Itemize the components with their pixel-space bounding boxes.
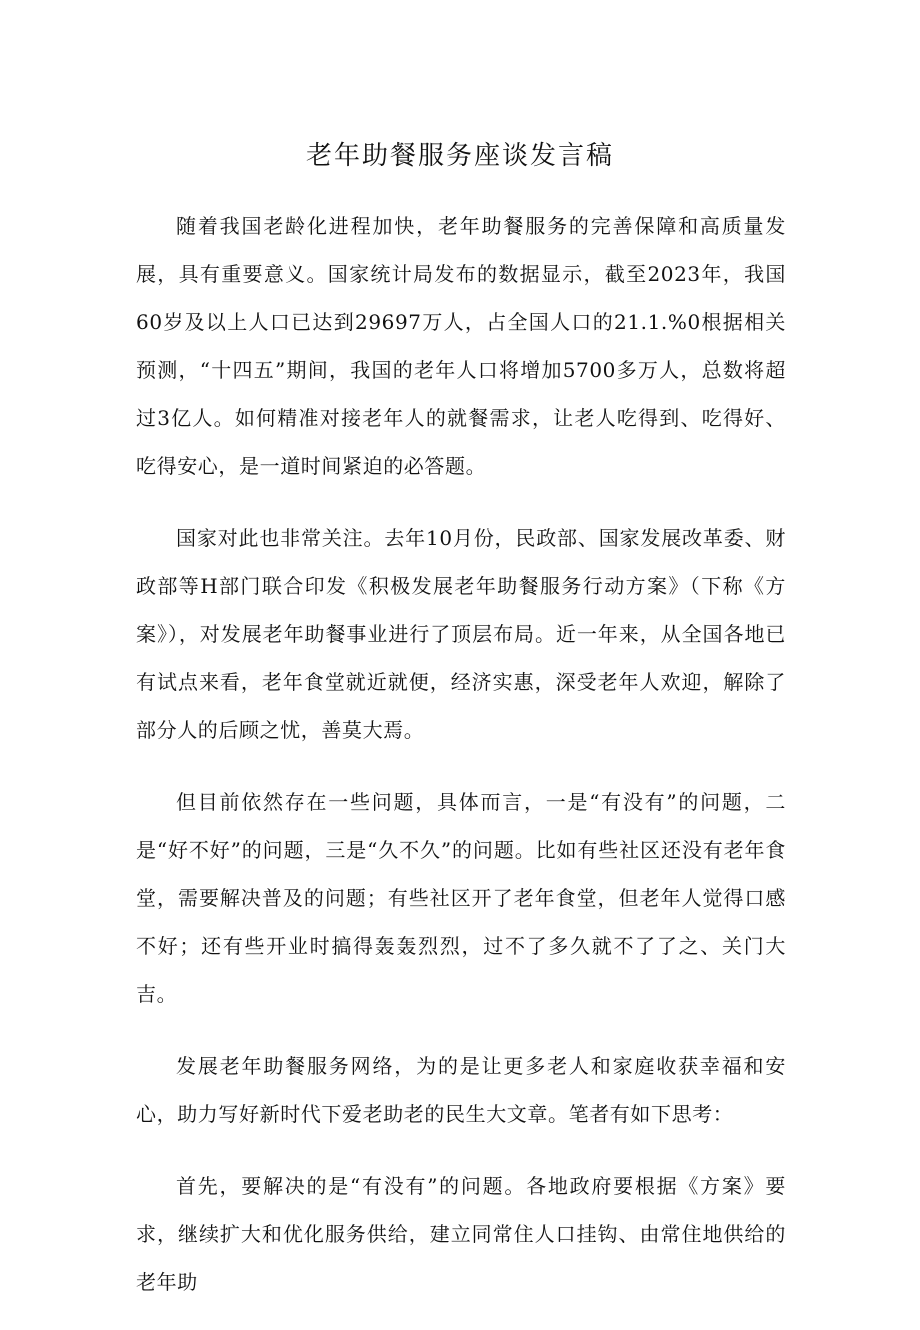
paragraph-3: 但目前依然存在一些问题，具体而言，一是“有没有”的问题，二是“好不好”的问题，三是“久不久”的问题。比如有些社区还没有老年食堂，需要解决普及的问题；有些社区开了老年食堂，但老年人觉得口感不好；还有些开业时搞得轰轰烈烈，过不了多久就不了了之、关门大吉。 bbox=[136, 790, 786, 1006]
paragraph-2: 国家对此也非常关注。去年10月份，民政部、国家发展改革委、财政部等H部门联合印发《积极发展老年助餐服务行动方案》（下称《方案》），对发展老年助餐事业进行了顶层布局。近一年来，从全国各地已有试点来看，老年食堂就近就便，经济实惠，深受老年人欢迎，解除了部分人的后顾之忧，善莫大焉。 bbox=[136, 526, 786, 742]
paragraph-5: 首先，要解决的是“有没有”的问题。各地政府要根据《方案》要求，继续扩大和优化服务供给，建立同常住人口挂钩、由常住地供给的老年助 bbox=[136, 1174, 786, 1294]
paragraph-1: 随着我国老龄化进程加快，老年助餐服务的完善保障和高质量发展，具有重要意义。国家统计局发布的数据显示，截至2023年，我国60岁及以上人口已达到29697万人，占全国人口的21.1.%0根据相关预测，“十四五”期间，我国的老年人口将增加5700多万人，总数将超过3亿人。如何精准对接老年人的就餐需求，让老人吃得到、吃得好、吃得安心，是一道时间紧迫的必答题。 bbox=[136, 214, 786, 478]
document-title: 老年助餐服务座谈发言稿 bbox=[305, 141, 614, 171]
paragraph-4: 发展老年助餐服务网络，为的是让更多老人和家庭收获幸福和安心，助力写好新时代下爱老助老的民生大文章。笔者有如下思考： bbox=[136, 1054, 786, 1126]
document-body bbox=[136, 202, 786, 1330]
